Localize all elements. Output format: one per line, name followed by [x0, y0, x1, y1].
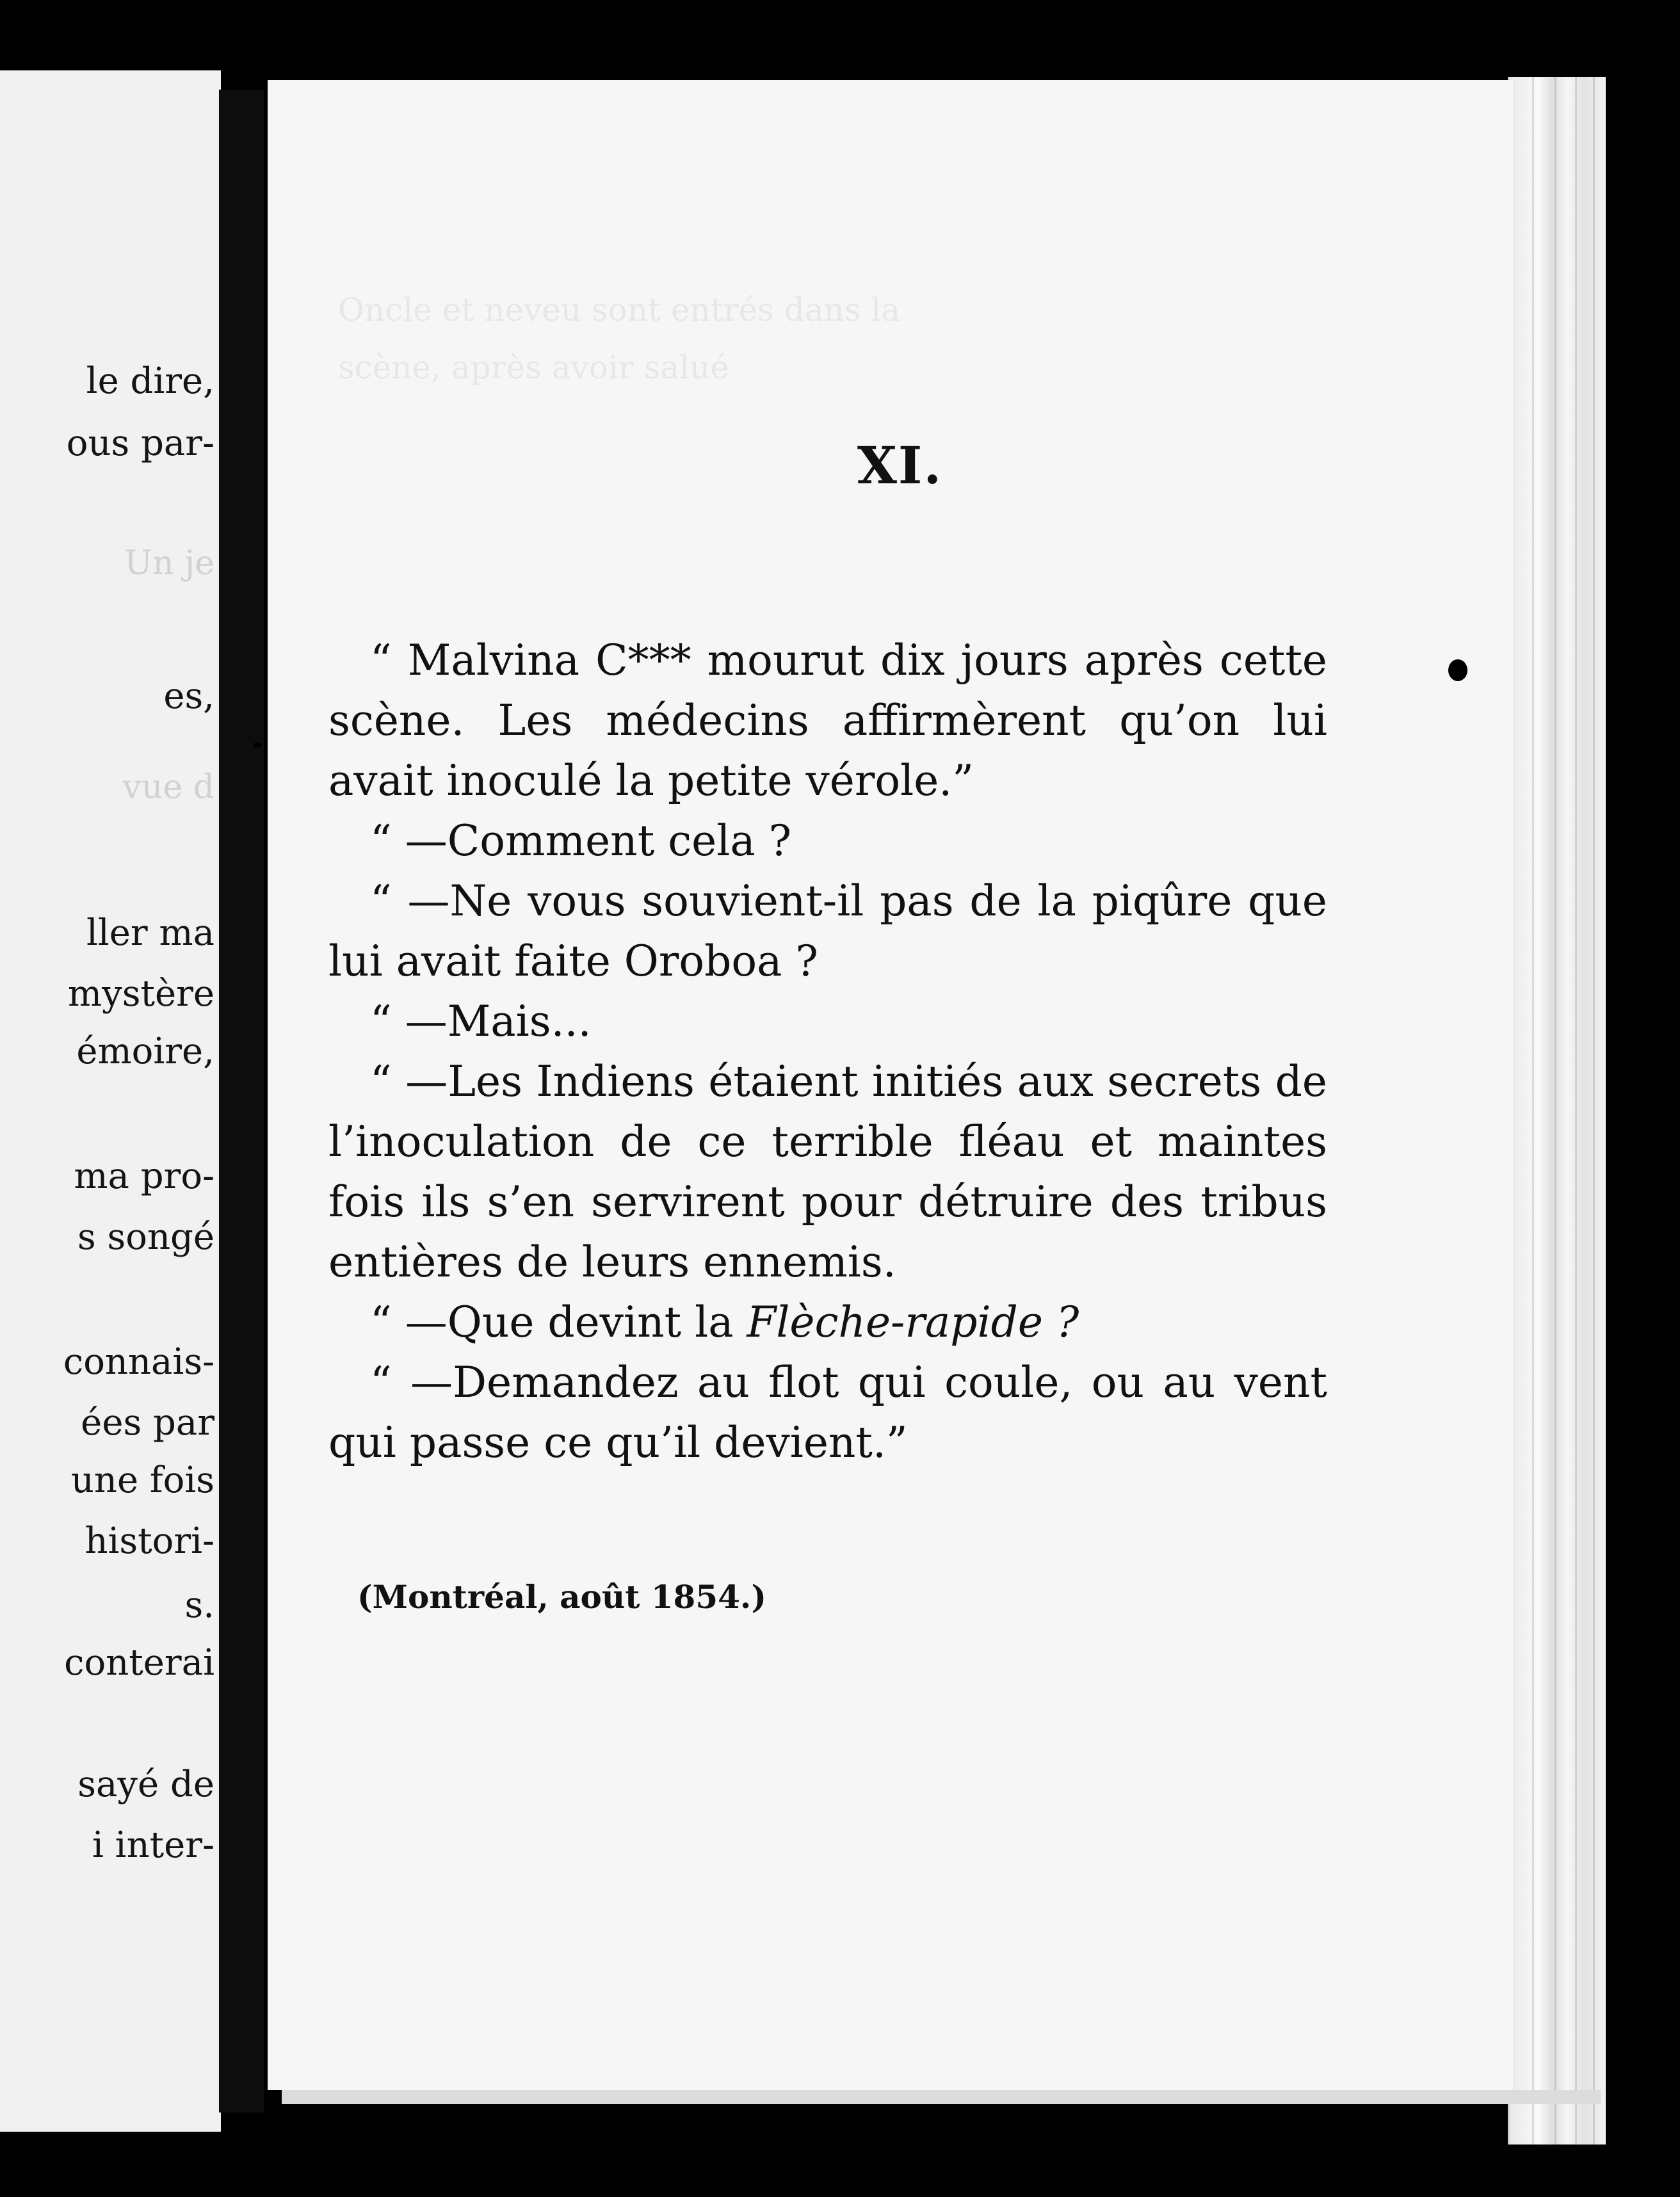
facing-page-line: connais-	[63, 1341, 214, 1383]
facing-page	[0, 70, 221, 2132]
paragraph: “ —Les Indiens étaient initiés aux secrets de l’inoculation de ce terrible fléau et maintes fois ils s’en servirent pour détruire des tribus entières de leurs ennemis.	[328, 1057, 1327, 1287]
book-page	[268, 80, 1513, 2090]
facing-page-line: i inter-	[92, 1824, 214, 1866]
bleed-through-text: scène, après avoir salué	[338, 349, 729, 386]
italic-title: Flèche-rapide ?	[747, 1298, 1079, 1347]
ink-speck	[253, 743, 262, 748]
facing-page-line: s songé	[77, 1216, 214, 1258]
dateline: (Montréal, août 1854.)	[357, 1578, 766, 1616]
paragraph-text: “ —Que devint la	[370, 1298, 747, 1347]
page-edges	[1508, 77, 1606, 2145]
body-text	[328, 631, 1327, 1473]
facing-page-line: mystère	[67, 973, 214, 1015]
facing-page-line: ous par-	[66, 422, 214, 464]
paragraph: “ —Demandez au flot qui coule, ou au vent qui passe ce qu’il devient.”	[328, 1358, 1327, 1467]
facing-page-line: s.	[184, 1584, 214, 1626]
facing-page-line: émoire,	[76, 1031, 214, 1072]
ink-speck	[1448, 659, 1467, 681]
paragraph: “ —Comment cela ?	[370, 816, 792, 865]
paragraph: “ Malvina C*** mourut dix jours après cette scène. Les médecins affirmèrent qu’on lui avait inoculé la petite vérole.”	[328, 636, 1327, 805]
facing-page-line: une fois	[70, 1460, 214, 1501]
paragraph: “ —Mais...	[370, 997, 592, 1046]
facing-page-line: ller ma	[86, 912, 214, 954]
bleed-through-text: Un je	[124, 544, 214, 583]
book-gutter	[219, 90, 264, 2112]
facing-page-line: histori-	[85, 1520, 214, 1562]
facing-page-line: conterai	[64, 1642, 214, 1684]
facing-page-line: le dire,	[86, 360, 214, 402]
bleed-through-text: Oncle et neveu sont entrés dans la	[338, 291, 901, 328]
chapter-heading: XI.	[857, 435, 943, 495]
paragraph: “ —Ne vous souvient-il pas de la piqûre que lui avait faite Oroboa ?	[328, 876, 1327, 986]
facing-page-line: ma pro-	[74, 1155, 214, 1197]
paragraph	[328, 1292, 1327, 1353]
facing-page-line: sayé de	[77, 1764, 214, 1805]
bleed-through-text: vue d	[122, 768, 214, 807]
page-bottom-edge	[282, 2090, 1601, 2104]
facing-page-line: ées par	[81, 1402, 214, 1444]
facing-page-line: es,	[163, 675, 214, 717]
